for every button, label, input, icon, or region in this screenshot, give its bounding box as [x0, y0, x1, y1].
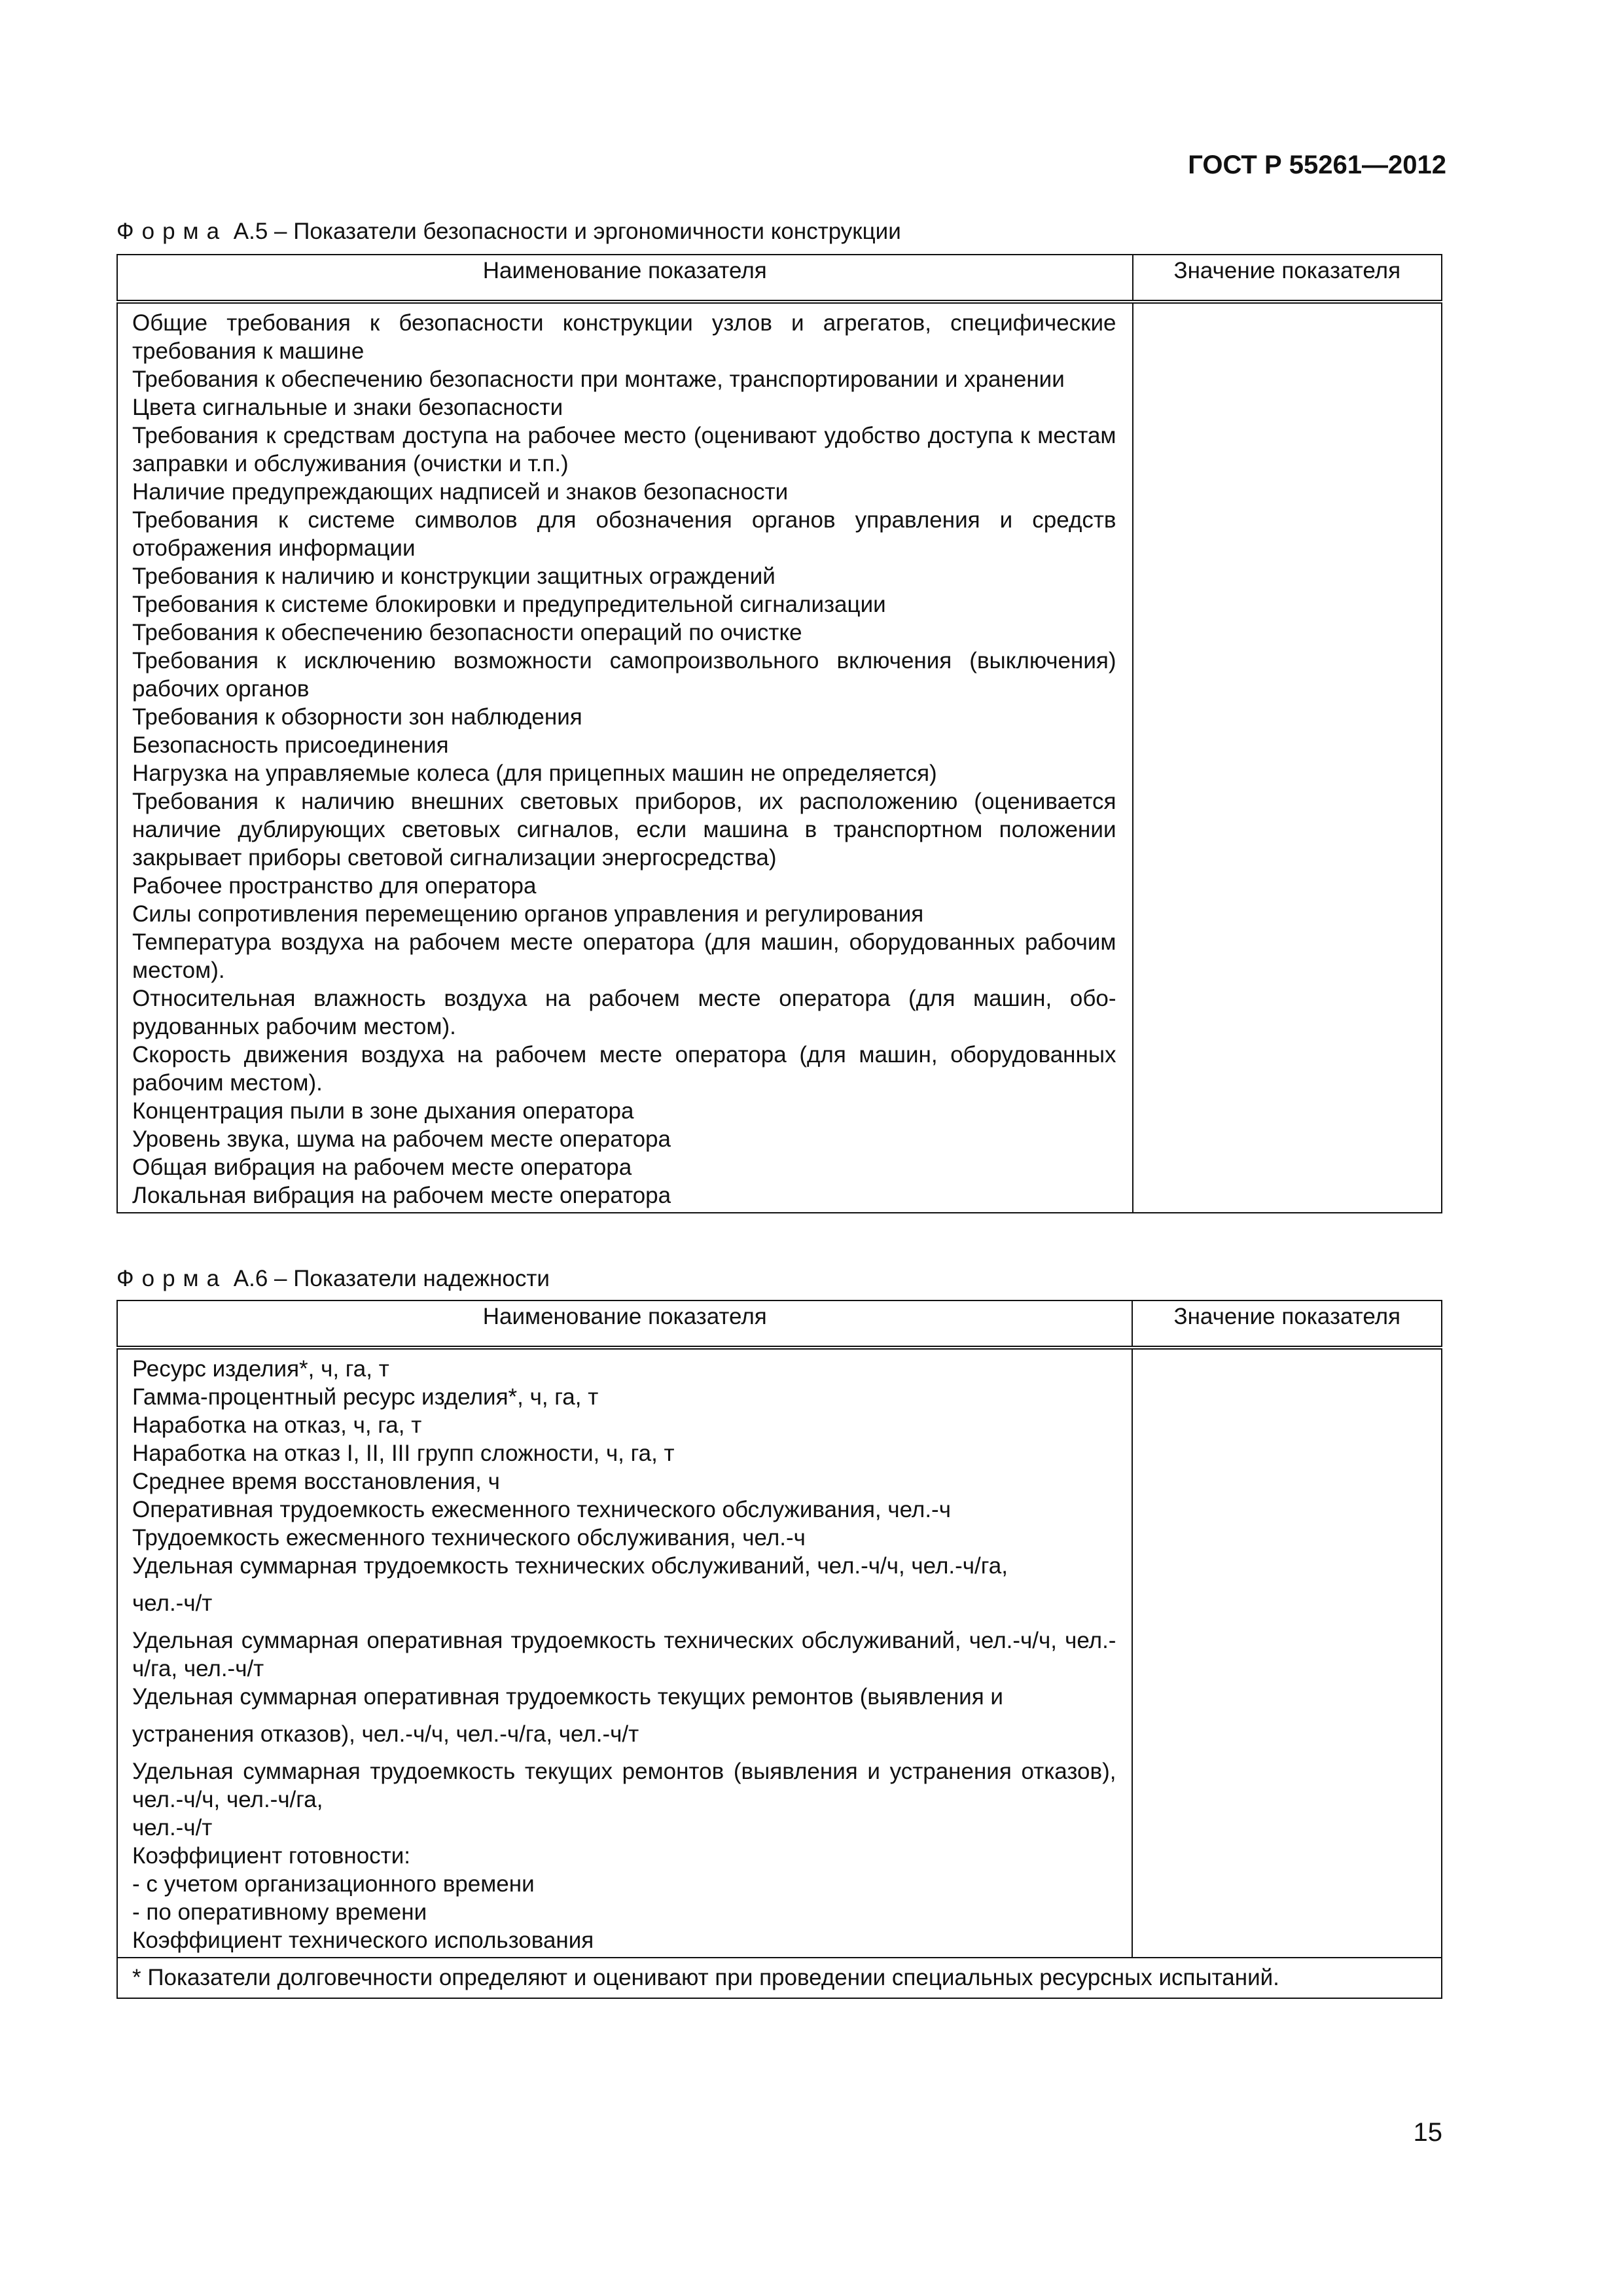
form-a6-items-cell — [117, 1348, 1132, 1958]
list-item: Уровень звука, шума на рабочем месте оператора — [132, 1126, 671, 1152]
col-indicator-name-header: Наименование показателя — [117, 1300, 1132, 1348]
form-a6-caption-word: Форма — [116, 1266, 228, 1291]
list-item: Безопасность присоединения — [132, 732, 449, 758]
list-item: Рабочее пространство для оператора — [132, 873, 537, 899]
list-item: Относительная влажность воздуха на рабочем месте оператора (для машин, оборудованных рабочим местом). — [132, 986, 1116, 1039]
col-indicator-name-header: Наименование показателя — [117, 255, 1133, 302]
list-item: Наработка на отказ, ч, га, т — [132, 1412, 422, 1438]
form-a5-table — [116, 254, 1442, 1213]
list-item: Требования к обеспечению безопасности операций по очистке — [132, 620, 802, 645]
form-a6-caption-title: А.6 – Показатели надежности — [227, 1266, 550, 1291]
list-item: Среднее время восстановления, ч — [132, 1469, 500, 1494]
list-item: Удельная суммарная оперативная трудоемкость текущих ремонтов (выявления и — [132, 1684, 1003, 1710]
list-item: Общие требования к безопасности конструкции узлов и агрегатов, специфические требования к машине — [132, 310, 1116, 364]
list-item: Коэффициент готовности: — [132, 1843, 410, 1869]
col-indicator-value-header: Значение показателя — [1132, 1300, 1442, 1348]
form-a5-caption-title: А.5 – Показатели безопасности и эргономичности конструкции — [227, 219, 901, 244]
list-item: Наработка на отказ I, II, III групп сложности, ч, га, т — [132, 1441, 675, 1466]
list-item: устранения отказов), чел.-ч/ч, чел.-ч/га, чел.-ч/т — [132, 1721, 639, 1747]
form-a6-table — [116, 1300, 1442, 1999]
form-a6-footnote: * Показатели долговечности определяют и оценивают при проведении специальных ресурсных испытаний. — [117, 1958, 1442, 1998]
list-item: Концентрация пыли в зоне дыхания оператора — [132, 1098, 634, 1124]
list-item: Наличие предупреждающих надписей и знаков безопасности — [132, 479, 789, 505]
list-item: Трудоемкость ежесменного технического обслуживания, чел.-ч — [132, 1525, 806, 1551]
list-item: Коэффициент технического использования — [132, 1928, 594, 1953]
list-item: Цвета сигнальные и знаки безопасности — [132, 395, 563, 420]
list-item: Локальная вибрация на рабочем месте оператора — [132, 1183, 671, 1208]
list-item: - с учетом организационного времени — [132, 1871, 535, 1897]
list-item: Ресурс изделия*, ч, га, т — [132, 1356, 389, 1382]
list-item: Оперативная трудоемкость ежесменного технического обслуживания, чел.-ч — [132, 1497, 951, 1522]
form-a5-caption — [116, 217, 901, 246]
list-item: Требования к наличию внешних световых приборов, их расположению (оценивается наличие дублирующих световых сигналов, если машина в транспортном положении закрывает приборы световой сигнализации энергосредства) — [132, 789, 1116, 870]
list-item: Требования к исключению возможности самопроизвольного включения (выключения) рабочих органов — [132, 648, 1116, 702]
form-a5-value-cell — [1133, 302, 1442, 1213]
standard-designation: ГОСТ Р 55261—2012 — [1188, 151, 1446, 179]
form-a6-caption — [116, 1265, 550, 1293]
list-item: чел.-ч/т — [132, 1590, 213, 1616]
form-a6-value-cell — [1132, 1348, 1442, 1958]
list-item: Требования к системе символов для обозначения органов управления и средств отображения информации — [132, 507, 1116, 561]
page-number: 15 — [1413, 2118, 1442, 2147]
list-item: Требования к наличию и конструкции защитных ограждений — [132, 564, 776, 589]
list-item: Удельная суммарная трудоемкость технических обслуживаний, чел.-ч/ч, чел.-ч/га, — [132, 1553, 1008, 1579]
list-item: Требования к обеспечению безопасности при монтаже, транспортировании и хранении — [132, 367, 1065, 392]
form-a5-caption-word: Форма — [116, 219, 228, 244]
list-item: - по оперативному времени — [132, 1899, 427, 1925]
list-item: Нагрузка на управляемые колеса (для прицепных машин не определяется) — [132, 761, 937, 786]
list-item: Скорость движения воздуха на рабочем месте оператора (для машин, оборудованных рабочим местом). — [132, 1042, 1116, 1096]
form-a5-items-cell — [117, 302, 1133, 1213]
list-item: Силы сопротивления перемещению органов управления и регулирования — [132, 901, 924, 927]
list-item: Общая вибрация на рабочем месте оператора — [132, 1155, 632, 1180]
list-item: Требования к средствам доступа на рабочее место (оценивают удобство доступа к местам заправки и обслуживания (очистки и т.п.) — [132, 423, 1116, 476]
list-item: Требования к обзорности зон наблюдения — [132, 704, 582, 730]
col-indicator-value-header: Значение показателя — [1133, 255, 1442, 302]
list-item: Требования к системе блокировки и предупредительной сигнализации — [132, 592, 886, 617]
list-item: Удельная суммарная оперативная трудоемкость технических обслуживаний, чел.-ч/ч, чел.-ч/га, чел.-ч/т — [132, 1628, 1116, 1681]
list-item: Удельная суммарная трудоемкость текущих ремонтов (выявления и устранения отказов), чел.-ч/ч, чел.-ч/га, — [132, 1759, 1116, 1812]
list-item: Гамма-процентный ресурс изделия*, ч, га, т — [132, 1384, 599, 1410]
list-item: чел.-ч/т — [132, 1815, 213, 1840]
list-item: Температура воздуха на рабочем месте оператора (для машин, оборудованных рабочим местом). — [132, 929, 1116, 983]
